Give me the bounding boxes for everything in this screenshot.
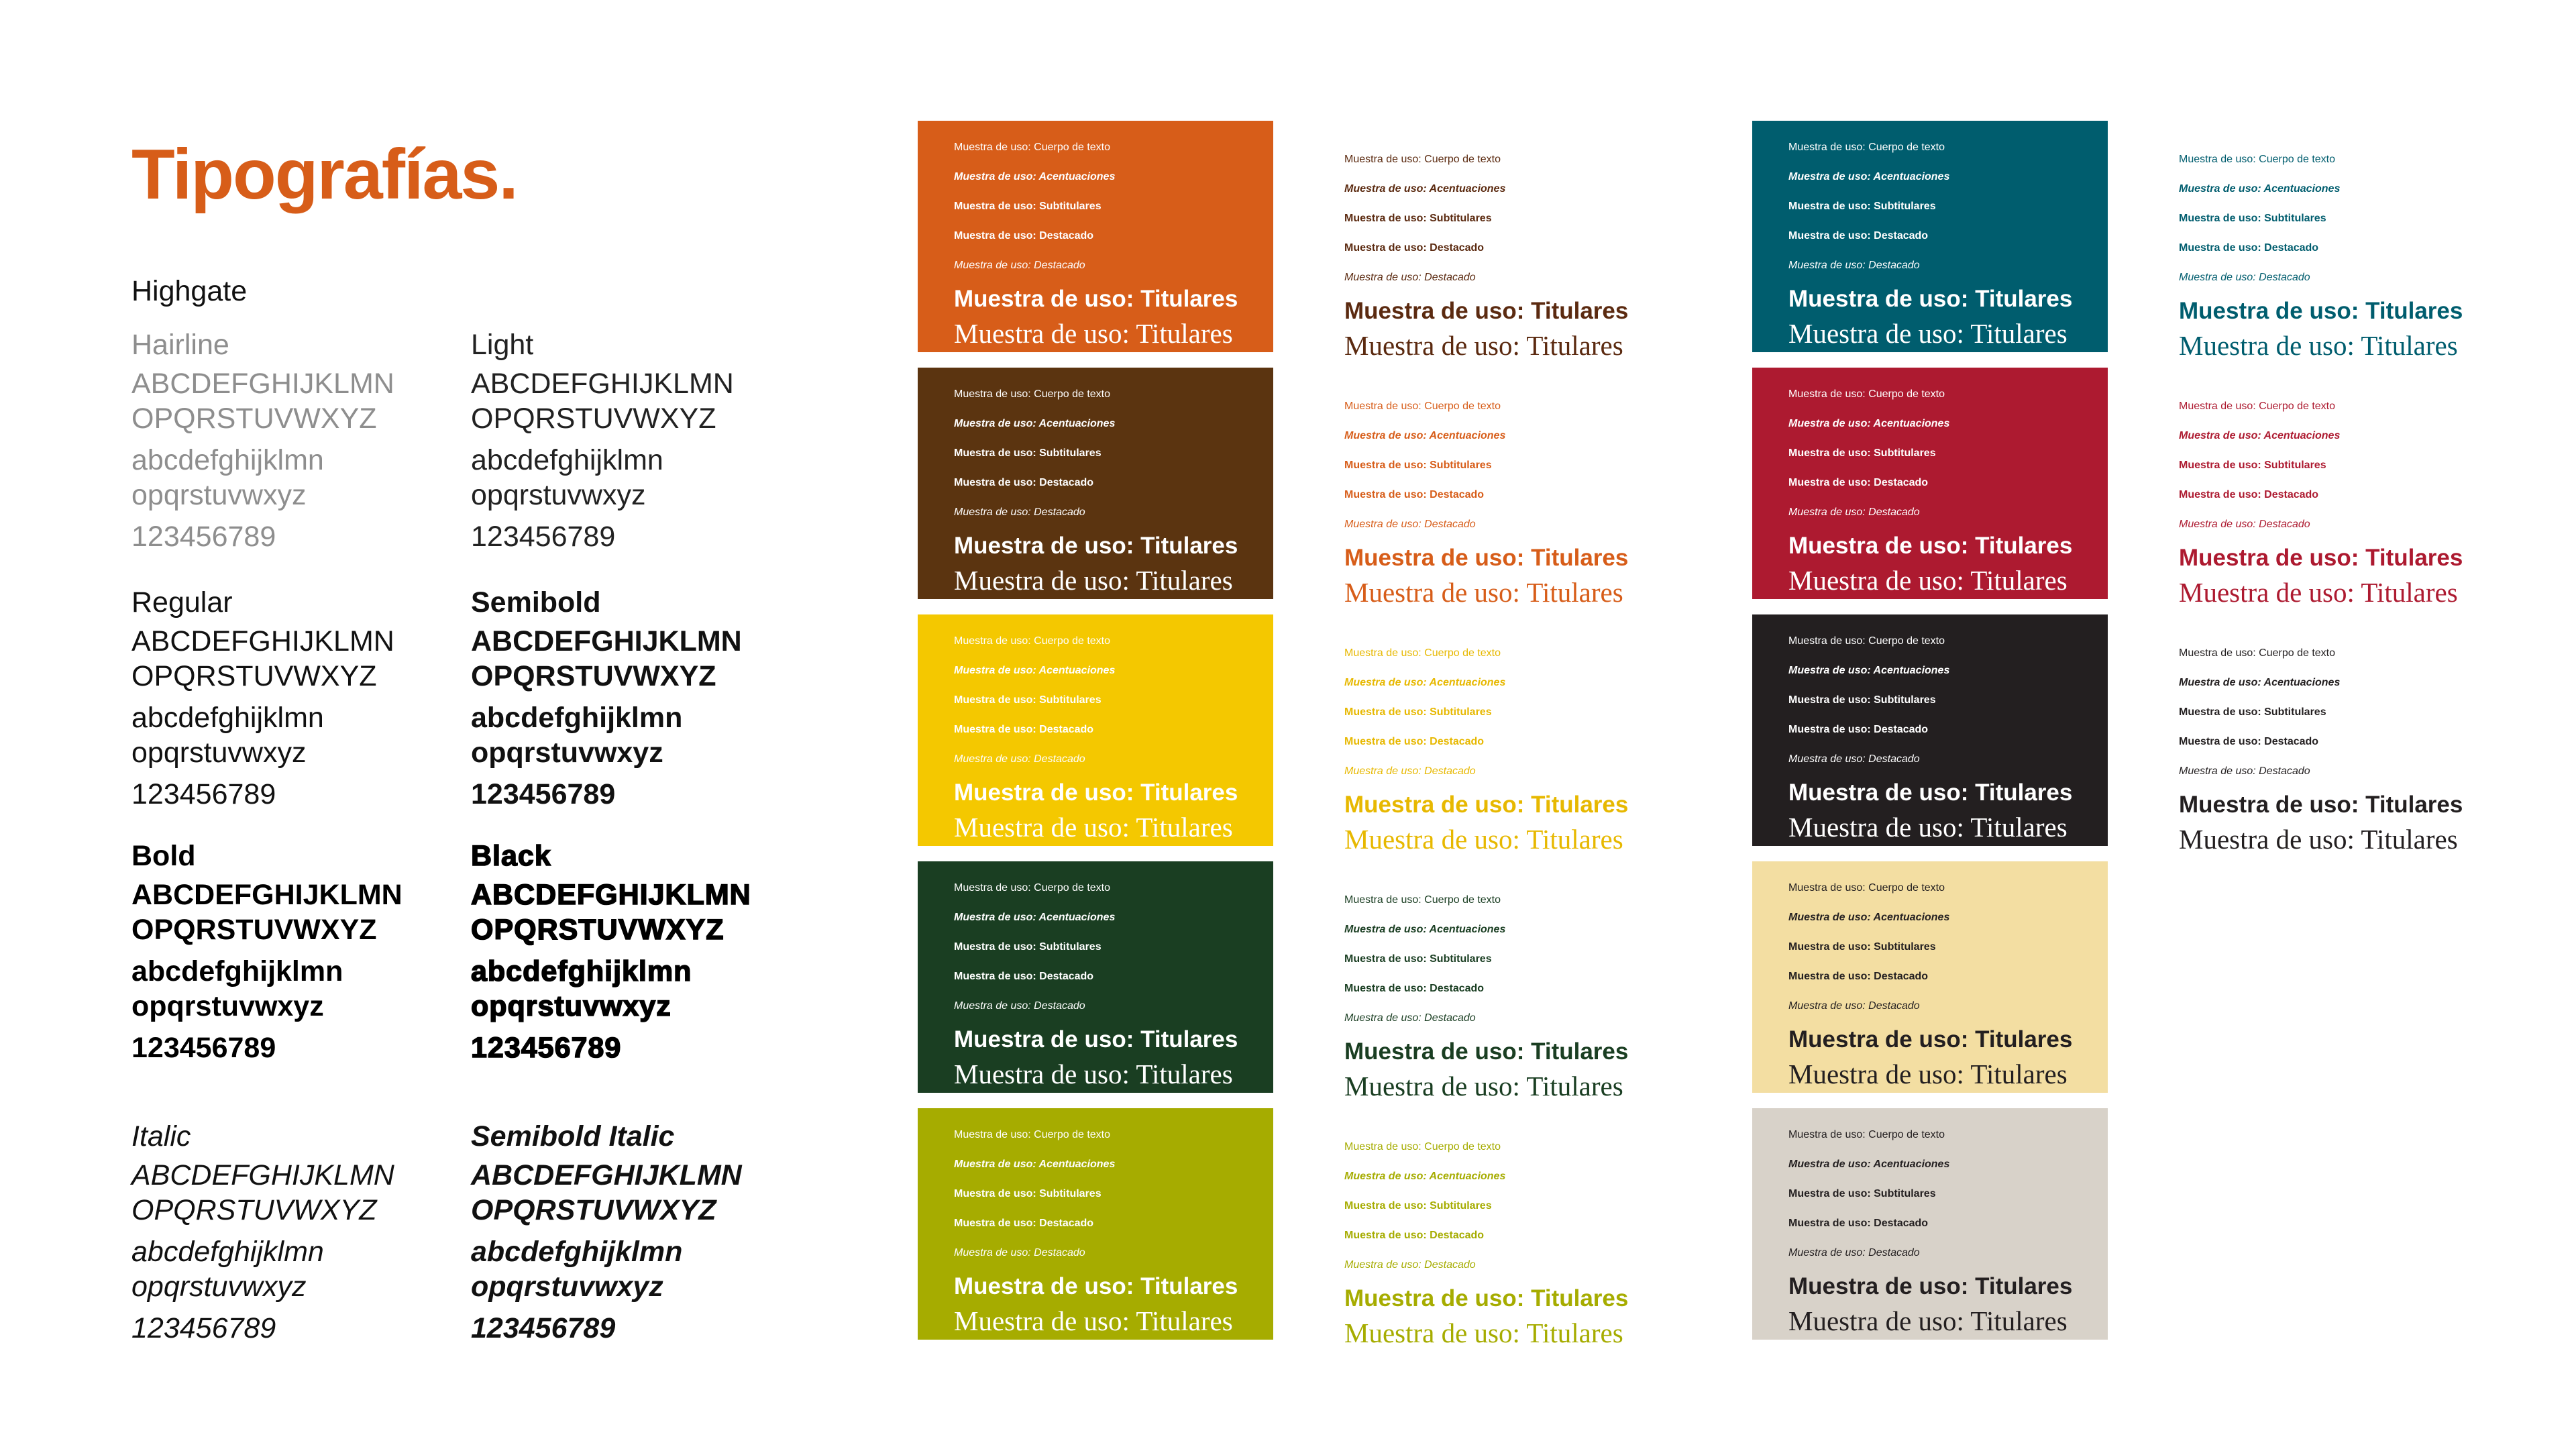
specimen-uppercase-line-1: ABCDEFGHIJKLMN [471,625,742,657]
sample-highlight-text: Muestra de uso: Destacado [1788,477,1929,488]
color-card-dark-green [918,861,1273,1093]
sample-accent-text: Muestra de uso: Acentuaciones [954,1159,1116,1170]
color-card-brown [918,368,1273,599]
specimen-name: Light [471,329,534,361]
sample-subtitle-text: Muestra de uso: Subtitulares [954,694,1102,706]
specimen-lowercase-line-2: opqrstuvwxyz [471,479,646,511]
sample-accent-text: Muestra de uso: Acentuaciones [1788,171,1950,182]
specimen-name: Semibold Italic [471,1120,675,1152]
sample-highlight-text: Muestra de uso: Destacado [2179,489,2319,500]
specimen-lowercase-line-1: abcdefghijklmn [131,444,324,476]
sample-headline-serif: Muestra de uso: Titulares [1788,565,2068,596]
sample-headline-serif: Muestra de uso: Titulares [2179,577,2458,608]
sample-body-text: Muestra de uso: Cuerpo de texto [1788,635,1945,647]
specimen-uppercase-line-1: ABCDEFGHIJKLMN [471,368,734,400]
specimen-uppercase-line-1: ABCDEFGHIJKLMN [131,625,394,657]
text-card-dark-green [1308,873,1664,1105]
sample-body-text: Muestra de uso: Cuerpo de texto [954,388,1111,400]
sample-headline-serif: Muestra de uso: Titulares [954,812,1233,843]
specimen-uppercase-line-1: ABCDEFGHIJKLMN [131,368,394,400]
sample-headline-sans: Muestra de uso: Titulares [954,286,1238,312]
sample-body-text: Muestra de uso: Cuerpo de texto [1788,882,1945,894]
sample-headline-sans: Muestra de uso: Titulares [954,1026,1238,1053]
color-card-yellow [918,614,1273,846]
sample-accent-text: Muestra de uso: Acentuaciones [2179,430,2341,441]
specimen-digits: 123456789 [131,1312,276,1344]
sample-highlight-italic-text: Muestra de uso: Destacado [1788,260,1920,271]
specimen-lowercase-line-1: abcdefghijklmn [471,1236,683,1268]
sample-body-text: Muestra de uso: Cuerpo de texto [2179,400,2336,412]
sample-headline-serif: Muestra de uso: Titulares [1788,1305,2068,1336]
specimen-regular [131,585,447,812]
sample-highlight-text: Muestra de uso: Destacado [954,971,1094,982]
specimen-name: Hairline [131,329,229,361]
color-card-teal [1752,121,2108,352]
sample-body-text: Muestra de uso: Cuerpo de texto [954,882,1111,894]
sample-accent-text: Muestra de uso: Acentuaciones [954,665,1116,676]
sample-headline-serif: Muestra de uso: Titulares [1344,330,1623,361]
sample-highlight-text: Muestra de uso: Destacado [1788,971,1929,982]
specimen-name: Italic [131,1120,191,1152]
specimen-digits: 123456789 [131,1032,276,1064]
text-card-brown [1308,380,1664,611]
specimen-black [471,839,786,1065]
sample-highlight-text: Muestra de uso: Destacado [954,230,1094,241]
specimen-uppercase-line-1: ABCDEFGHIJKLMN [131,879,402,911]
text-card-crimson [2143,380,2498,611]
sample-accent-text: Muestra de uso: Acentuaciones [954,418,1116,429]
page-title: Tipografías. [131,135,517,214]
sample-highlight-italic-text: Muestra de uso: Destacado [1344,765,1476,777]
specimen-digits: 123456789 [471,1312,616,1344]
specimen-uppercase-line-2: OPQRSTUVWXYZ [131,402,377,435]
sample-body-text: Muestra de uso: Cuerpo de texto [1344,647,1501,659]
sample-highlight-text: Muestra de uso: Destacado [1788,230,1929,241]
sample-highlight-italic-text: Muestra de uso: Destacado [1344,519,1476,530]
sample-accent-text: Muestra de uso: Acentuaciones [2179,183,2341,195]
sample-headline-sans: Muestra de uso: Titulares [1344,1285,1629,1311]
sample-highlight-italic-text: Muestra de uso: Destacado [2179,272,2310,283]
color-card-light-gray [1752,1108,2108,1340]
specimen-uppercase-line-2: OPQRSTUVWXYZ [131,1194,377,1226]
sample-headline-sans: Muestra de uso: Titulares [1788,286,2073,312]
sample-subtitle-text: Muestra de uso: Subtitulares [1788,694,1936,706]
sample-subtitle-text: Muestra de uso: Subtitulares [1344,213,1492,224]
sample-headline-sans: Muestra de uso: Titulares [2179,298,2463,324]
sample-highlight-italic-text: Muestra de uso: Destacado [1788,506,1920,518]
sample-body-text: Muestra de uso: Cuerpo de texto [1344,1141,1501,1152]
color-card-black [1752,614,2108,846]
sample-headline-sans: Muestra de uso: Titulares [1788,1273,2073,1299]
sample-body-text: Muestra de uso: Cuerpo de texto [954,635,1111,647]
specimen-lowercase-line-2: opqrstuvwxyz [131,479,307,511]
sample-accent-text: Muestra de uso: Acentuaciones [1344,183,1506,195]
specimen-lowercase-line-1: abcdefghijklmn [131,702,324,734]
sample-highlight-italic-text: Muestra de uso: Destacado [1788,1247,1920,1258]
sample-highlight-italic-text: Muestra de uso: Destacado [1344,272,1476,283]
specimen-lowercase-line-2: opqrstuvwxyz [471,1271,663,1303]
sample-highlight-italic-text: Muestra de uso: Destacado [954,1000,1085,1012]
sample-headline-sans: Muestra de uso: Titulares [954,533,1238,559]
sample-highlight-italic-text: Muestra de uso: Destacado [2179,519,2310,530]
sample-body-text: Muestra de uso: Cuerpo de texto [1344,400,1501,412]
sample-accent-text: Muestra de uso: Acentuaciones [954,912,1116,923]
sample-subtitle-text: Muestra de uso: Subtitulares [1344,460,1492,471]
sample-highlight-text: Muestra de uso: Destacado [1344,736,1485,747]
sample-accent-text: Muestra de uso: Acentuaciones [1344,924,1506,935]
sample-body-text: Muestra de uso: Cuerpo de texto [954,1129,1111,1140]
sample-headline-serif: Muestra de uso: Titulares [954,1059,1233,1089]
sample-subtitle-text: Muestra de uso: Subtitulares [1788,1188,1936,1199]
specimen-uppercase-line-1: ABCDEFGHIJKLMN [471,879,751,911]
sample-accent-text: Muestra de uso: Acentuaciones [1788,418,1950,429]
sample-accent-text: Muestra de uso: Acentuaciones [1344,677,1506,688]
sample-highlight-italic-text: Muestra de uso: Destacado [1788,1000,1920,1012]
sample-subtitle-text: Muestra de uso: Subtitulares [1344,1200,1492,1212]
sample-highlight-text: Muestra de uso: Destacado [954,477,1094,488]
sample-highlight-italic-text: Muestra de uso: Destacado [1344,1012,1476,1024]
sample-body-text: Muestra de uso: Cuerpo de texto [1788,1129,1945,1140]
sample-body-text: Muestra de uso: Cuerpo de texto [2179,647,2336,659]
sample-highlight-text: Muestra de uso: Destacado [1788,724,1929,735]
sample-highlight-italic-text: Muestra de uso: Destacado [2179,765,2310,777]
sample-highlight-text: Muestra de uso: Destacado [1344,489,1485,500]
sample-headline-serif: Muestra de uso: Titulares [954,318,1233,349]
sample-headline-serif: Muestra de uso: Titulares [954,1305,1233,1336]
sample-headline-sans: Muestra de uso: Titulares [954,780,1238,806]
sample-headline-serif: Muestra de uso: Titulares [1788,318,2068,349]
sample-highlight-text: Muestra de uso: Destacado [1344,983,1485,994]
sample-highlight-text: Muestra de uso: Destacado [954,724,1094,735]
specimen-lowercase-line-1: abcdefghijklmn [471,955,692,987]
sample-headline-serif: Muestra de uso: Titulares [1788,1059,2068,1089]
sample-highlight-italic-text: Muestra de uso: Destacado [954,260,1085,271]
specimen-name: Semibold [471,586,601,619]
sample-headline-serif: Muestra de uso: Titulares [1344,1318,1623,1348]
sample-headline-serif: Muestra de uso: Titulares [2179,330,2458,361]
text-card-orange [1308,133,1664,364]
sample-headline-sans: Muestra de uso: Titulares [1344,298,1629,324]
sample-accent-text: Muestra de uso: Acentuaciones [1344,430,1506,441]
specimen-lowercase-line-2: opqrstuvwxyz [131,737,307,769]
typeface-family-name: Highgate [131,275,248,307]
color-card-olive [918,1108,1273,1340]
specimen-uppercase-line-2: OPQRSTUVWXYZ [471,402,716,435]
specimen-uppercase-line-2: OPQRSTUVWXYZ [471,1194,716,1226]
specimen-digits: 123456789 [131,778,276,810]
specimen-semibold [471,585,786,812]
sample-subtitle-text: Muestra de uso: Subtitulares [1344,706,1492,718]
sample-highlight-text: Muestra de uso: Destacado [2179,736,2319,747]
sample-subtitle-text: Muestra de uso: Subtitulares [1344,953,1492,965]
sample-subtitle-text: Muestra de uso: Subtitulares [954,1188,1102,1199]
specimen-uppercase-line-2: OPQRSTUVWXYZ [471,660,716,692]
sample-body-text: Muestra de uso: Cuerpo de texto [954,142,1111,153]
sample-headline-serif: Muestra de uso: Titulares [1344,824,1623,855]
sample-headline-sans: Muestra de uso: Titulares [1344,792,1629,818]
sample-headline-sans: Muestra de uso: Titulares [1788,1026,2073,1053]
sample-subtitle-text: Muestra de uso: Subtitulares [2179,460,2326,471]
specimen-lowercase-line-2: opqrstuvwxyz [131,990,324,1022]
specimen-lowercase-line-1: abcdefghijklmn [471,444,663,476]
specimen-uppercase-line-1: ABCDEFGHIJKLMN [471,1159,742,1191]
specimen-name: Bold [131,840,196,872]
specimen-lowercase-line-2: opqrstuvwxyz [131,1271,307,1303]
sample-subtitle-text: Muestra de uso: Subtitulares [954,447,1102,459]
sample-headline-sans: Muestra de uso: Titulares [954,1273,1238,1299]
sample-highlight-text: Muestra de uso: Destacado [1788,1218,1929,1229]
text-card-teal [2143,133,2498,364]
sample-headline-serif: Muestra de uso: Titulares [1344,577,1623,608]
specimen-name: Regular [131,586,233,619]
specimen-light [471,327,786,554]
sample-accent-text: Muestra de uso: Acentuaciones [1344,1171,1506,1182]
specimen-digits: 123456789 [471,1032,622,1064]
specimen-digits: 123456789 [131,521,276,553]
specimen-digits: 123456789 [471,521,616,553]
sample-highlight-italic-text: Muestra de uso: Destacado [1344,1259,1476,1271]
specimen-italic [131,1119,447,1346]
sample-highlight-text: Muestra de uso: Destacado [1344,242,1485,254]
sample-highlight-text: Muestra de uso: Destacado [2179,242,2319,254]
sample-headline-sans: Muestra de uso: Titulares [1788,780,2073,806]
specimen-lowercase-line-2: opqrstuvwxyz [471,990,672,1022]
specimen-digits: 123456789 [471,778,616,810]
sample-accent-text: Muestra de uso: Acentuaciones [1788,1159,1950,1170]
sample-headline-serif: Muestra de uso: Titulares [2179,824,2458,855]
sample-body-text: Muestra de uso: Cuerpo de texto [1344,154,1501,165]
sample-body-text: Muestra de uso: Cuerpo de texto [2179,154,2336,165]
sample-subtitle-text: Muestra de uso: Subtitulares [1788,201,1936,212]
sample-body-text: Muestra de uso: Cuerpo de texto [1788,142,1945,153]
sample-accent-text: Muestra de uso: Acentuaciones [1788,912,1950,923]
sample-highlight-text: Muestra de uso: Destacado [954,1218,1094,1229]
specimen-lowercase-line-2: opqrstuvwxyz [471,737,663,769]
sample-subtitle-text: Muestra de uso: Subtitulares [2179,213,2326,224]
sample-headline-sans: Muestra de uso: Titulares [1344,1038,1629,1065]
sample-highlight-italic-text: Muestra de uso: Destacado [954,753,1085,765]
specimen-lowercase-line-1: abcdefghijklmn [131,955,343,987]
sample-subtitle-text: Muestra de uso: Subtitulares [1788,941,1936,953]
sample-subtitle-text: Muestra de uso: Subtitulares [2179,706,2326,718]
text-card-olive [1308,1120,1664,1352]
sample-subtitle-text: Muestra de uso: Subtitulares [1788,447,1936,459]
specimen-name: Black [471,840,551,872]
specimen-hairline [131,327,447,554]
sample-headline-sans: Muestra de uso: Titulares [2179,545,2463,571]
sample-highlight-italic-text: Muestra de uso: Destacado [954,1247,1085,1258]
sample-headline-sans: Muestra de uso: Titulares [2179,792,2463,818]
sample-accent-text: Muestra de uso: Acentuaciones [954,171,1116,182]
sample-headline-sans: Muestra de uso: Titulares [1344,545,1629,571]
color-card-crimson [1752,368,2108,599]
sample-subtitle-text: Muestra de uso: Subtitulares [954,201,1102,212]
color-card-cream [1752,861,2108,1093]
specimen-semibold-italic [471,1119,786,1346]
sample-body-text: Muestra de uso: Cuerpo de texto [1788,388,1945,400]
specimen-uppercase-line-1: ABCDEFGHIJKLMN [131,1159,394,1191]
color-card-orange [918,121,1273,352]
sample-headline-sans: Muestra de uso: Titulares [1788,533,2073,559]
specimen-uppercase-line-2: OPQRSTUVWXYZ [131,914,377,946]
sample-headline-serif: Muestra de uso: Titulares [1788,812,2068,843]
specimen-uppercase-line-2: OPQRSTUVWXYZ [471,914,724,946]
specimen-lowercase-line-1: abcdefghijklmn [131,1236,324,1268]
sample-accent-text: Muestra de uso: Acentuaciones [2179,677,2341,688]
text-card-yellow [1308,627,1664,858]
sample-accent-text: Muestra de uso: Acentuaciones [1788,665,1950,676]
specimen-lowercase-line-1: abcdefghijklmn [471,702,683,734]
sample-body-text: Muestra de uso: Cuerpo de texto [1344,894,1501,906]
sample-highlight-italic-text: Muestra de uso: Destacado [954,506,1085,518]
sample-headline-serif: Muestra de uso: Titulares [1344,1071,1623,1102]
specimen-bold [131,839,447,1065]
specimen-uppercase-line-2: OPQRSTUVWXYZ [131,660,377,692]
sample-highlight-text: Muestra de uso: Destacado [1344,1230,1485,1241]
text-card-black [2143,627,2498,858]
sample-subtitle-text: Muestra de uso: Subtitulares [954,941,1102,953]
sample-highlight-italic-text: Muestra de uso: Destacado [1788,753,1920,765]
sample-headline-serif: Muestra de uso: Titulares [954,565,1233,596]
